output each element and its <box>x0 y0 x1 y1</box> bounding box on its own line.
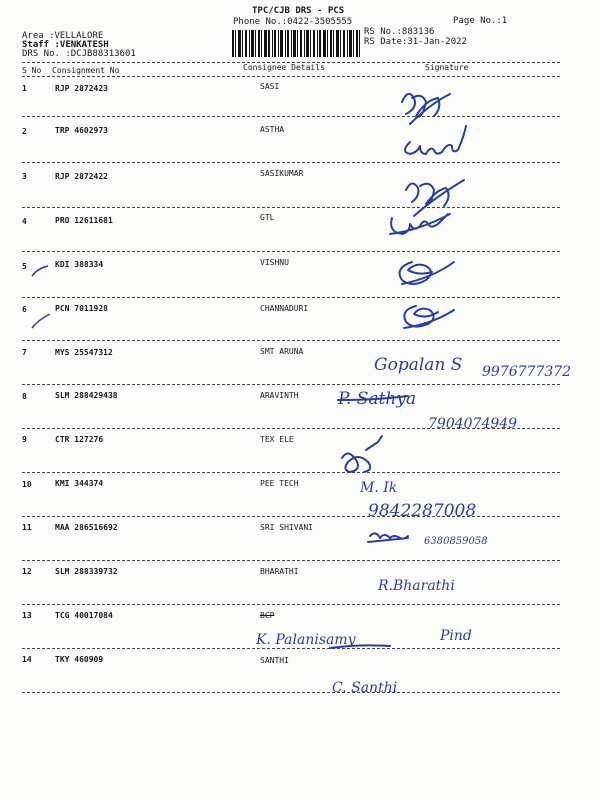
row-consignment: PRO 12611681 <box>55 216 113 225</box>
rs-number: RS No.:883136 <box>364 27 435 37</box>
row-consignee: SRI SHIVANI <box>260 523 313 532</box>
staff-field: Staff :VENKATESH <box>22 40 109 50</box>
phone-number: Phone No.:0422-3505555 <box>233 17 353 27</box>
column-header-signature: Signature <box>425 63 469 72</box>
row-consignment: TRP 4602973 <box>55 126 108 135</box>
barcode <box>232 30 360 57</box>
signature-row-1 <box>402 94 450 124</box>
header-divider-bottom <box>22 76 560 77</box>
handwriting-row-7-name: Gopalan S <box>374 355 463 375</box>
row-sno: 8 <box>22 392 27 401</box>
row-consignee: CHANNADURI <box>260 304 309 313</box>
row-consignee: SMT ARUNA <box>260 347 304 356</box>
row-sno: 4 <box>22 217 27 226</box>
row-consignment: RJP 2872422 <box>55 172 108 181</box>
document-title: TPC/CJB DRS - PCS <box>252 6 345 16</box>
handwriting-row-8-name: P. Sathya <box>338 389 417 409</box>
rs-date: RS Date:31-Jan-2022 <box>364 37 467 47</box>
row-consignee: BCP <box>260 611 275 620</box>
signature-row-9 <box>342 436 382 472</box>
row-sno: 13 <box>22 611 32 620</box>
row-sno: 9 <box>22 435 27 444</box>
handwriting-row-8-phone: 7904074949 <box>428 416 518 432</box>
row-consignment: RJP 2872423 <box>55 84 108 93</box>
signature-row-4 <box>390 214 450 234</box>
handwriting-row-14-name: C. Santhi <box>332 680 398 696</box>
handwriting-row-13-extra: Pind <box>440 628 472 644</box>
row-consignee: PEE TECH <box>260 479 299 488</box>
row-consignee: BHARATHI <box>260 567 299 576</box>
signature-row-2 <box>405 126 466 154</box>
row-consignee: SASI <box>260 82 280 91</box>
row-sno: 7 <box>22 348 27 357</box>
signature-row-5 <box>400 262 454 284</box>
row-consignee: ASTHA <box>260 125 285 134</box>
row-consignee: TEX ELE <box>260 435 294 444</box>
row-consignee: SANTHI <box>260 656 289 665</box>
column-header-consignee: Consignee Details <box>243 63 325 72</box>
row-sno: 10 <box>22 480 32 489</box>
signature-row-11-scribble <box>368 533 408 542</box>
row-consignment: KDI 388334 <box>55 260 104 269</box>
row-consignment: SLM 288429438 <box>55 391 118 400</box>
row-consignee: ARAVINTH <box>260 391 299 400</box>
row-consignee: VISHNU <box>260 258 289 267</box>
row-sno: 11 <box>22 523 32 532</box>
row-sno: 1 <box>22 84 27 93</box>
row-consignee: SASIKUMAR <box>260 169 304 178</box>
row-consignment: SLM 288339732 <box>55 567 118 576</box>
column-header-sno: S No <box>22 66 42 75</box>
row-consignment: MAA 286516692 <box>55 523 118 532</box>
row-consignment: CTR 127276 <box>55 435 104 444</box>
handwriting-row-11-phone: 6380859058 <box>424 536 488 547</box>
column-header-consignment: Consignment No <box>52 66 120 75</box>
handwriting-row-10-phone: 9842287008 <box>368 501 477 521</box>
row-consignment: MYS 25547312 <box>55 348 113 357</box>
row-sno: 5 <box>22 262 27 271</box>
row-sno: 14 <box>22 655 32 664</box>
drs-number: DRS No. :DCJB88313601 <box>22 49 136 59</box>
tick-marks <box>30 262 60 332</box>
row-consignment: PCN 7011928 <box>55 304 108 313</box>
row-sno: 2 <box>22 127 27 136</box>
signature-row-6 <box>404 306 454 328</box>
area-field: Area :VELLALORE <box>22 31 104 41</box>
row-sno: 3 <box>22 172 27 181</box>
handwriting-row-7-phone: 9976777372 <box>482 364 572 380</box>
row-consignment: TCG 40017084 <box>55 611 113 620</box>
row-consignee: GTL <box>260 213 275 222</box>
handwriting-row-13-name: K. Palanisamy <box>256 632 356 648</box>
row-sno: 6 <box>22 305 27 314</box>
row-consignment: TKY 460909 <box>55 655 104 664</box>
page-number: Page No.:1 <box>453 16 508 26</box>
handwriting-row-12-name: R.Bharathi <box>378 578 455 594</box>
row-sno: 12 <box>22 567 32 576</box>
signature-row-3 <box>406 180 464 216</box>
handwriting-row-10-name: M. Ik <box>360 480 398 496</box>
row-consignment: KMI 344374 <box>55 479 104 488</box>
